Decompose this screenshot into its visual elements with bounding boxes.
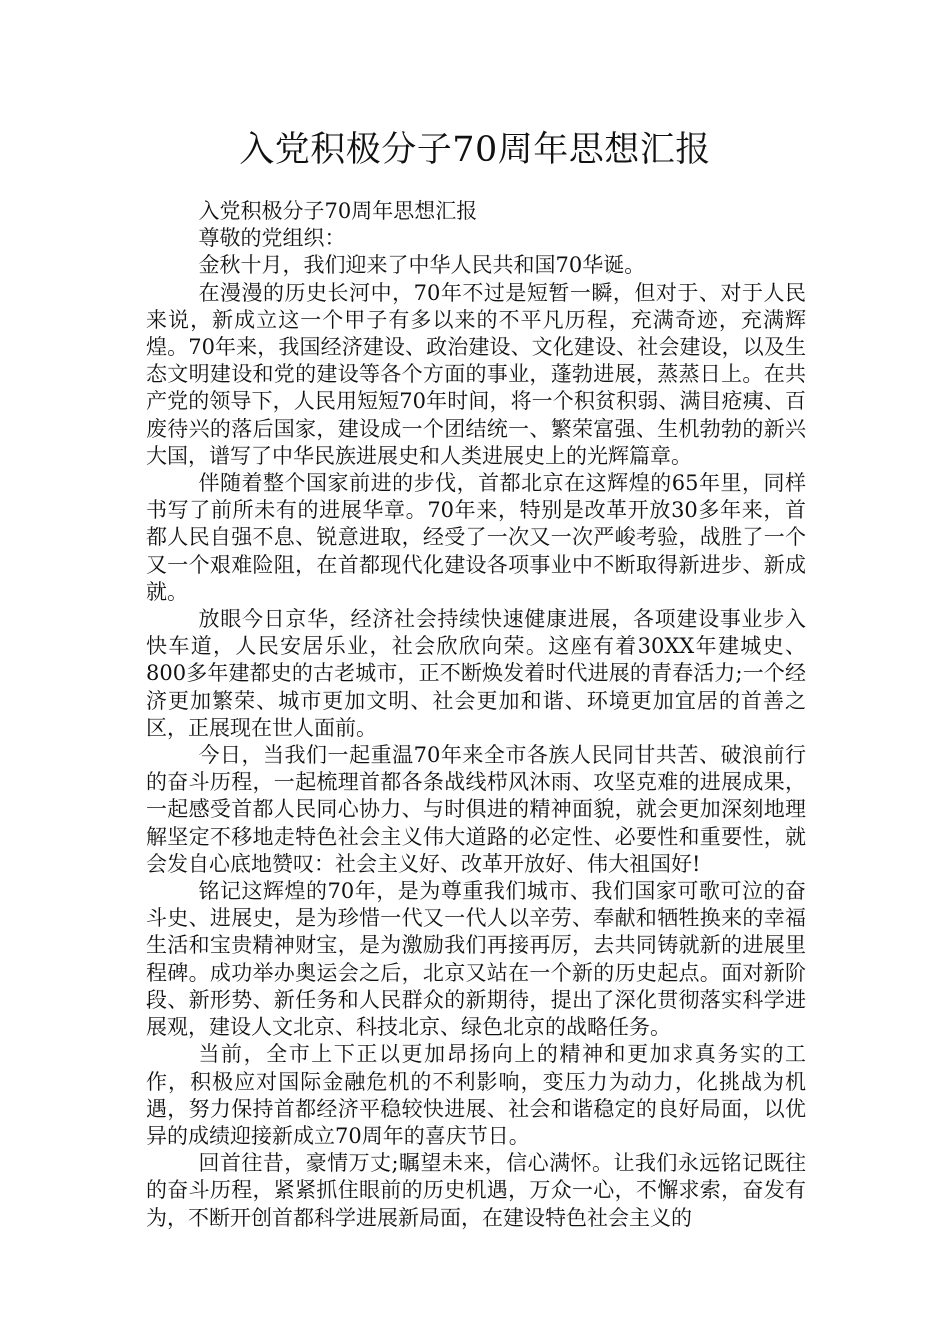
paragraph-heading-repeat: 入党积极分子70周年思想汇报	[198, 199, 478, 223]
paragraph: 在漫漫的历史长河中，70年不过是短暂一瞬，但对于、对于人民来说，新成立这一个甲子有多以来的不平凡历程，充满奇迹，充满辉煌。70年来，我国经济建设、政治建设、文化建设、社会建设，以及生态文明建设和党的建设等各个方面的事业，蓬勃进展，蒸蒸日上。在共产党的领导下，人民用短短70年时间，将一个积贫积弱、满目疮痍、百废待兴的落后国家，建设成一个团结统一、繁荣富强、生机勃勃的新兴大国，谱写了中华民族进展史和人类进展史上的光辉篇章。	[146, 280, 806, 468]
paragraph: 铭记这辉煌的70年，是为尊重我们城市、我们国家可歌可泣的奋斗史、进展史，是为珍惜一代又一代人以辛劳、奉献和牺牲换来的幸福生活和宝贵精神财宝，是为激励我们再接再厉，去共同铸就新的进展里程碑。成功举办奥运会之后，北京又站在一个新的历史起点。面对新阶段、新形势、新任务和人民群众的新期待，提出了深化贯彻落实科学进展观，建设人文北京、科技北京、绿色北京的战略任务。	[146, 879, 806, 1040]
paragraph-salutation: 尊敬的党组织：	[198, 226, 346, 251]
paragraph: 伴随着整个国家前进的步伐，首都北京在这辉煌的65年里，同样书写了前所未有的进展华章。70年来，特别是改革开放30多年来，首都人民自强不息、锐意进取，经受了一次又一次严峻考验，战胜了一个又一个艰难险阻，在首都现代化建设各项事业中不断取得新进步、新成就。	[146, 471, 806, 604]
paragraph: 今日，当我们一起重温70年来全市各族人民同甘共苦、破浪前行的奋斗历程，一起梳理首都各条战线栉风沐雨、攻坚克难的进展成果，一起感受首都人民同心协力、与时俱进的精神面貌，就会更加深刻地理解坚定不移地走特色社会主义伟大道路的必定性、必要性和重要性，就会发自心底地赞叹：社会主义好、改革开放好、伟大祖国好!	[146, 743, 806, 876]
paragraph: 当前，全市上下正以更加昂扬向上的精神和更加求真务实的工作，积极应对国际金融危机的不利影响，变压力为动力，化挑战为机遇，努力保持首都经济平稳较快进展、社会和谐稳定的良好局面，以优异的成绩迎接新成立70周年的喜庆节日。	[146, 1042, 806, 1148]
paragraph: 金秋十月，我们迎来了中华人民共和国70华诞。	[198, 253, 646, 278]
page-title: 入党积极分子70周年思想汇报	[239, 130, 711, 170]
paragraph: 回首往昔，豪情万丈;瞩望未来，信心满怀。让我们永远铭记既往的奋斗历程，紧紧抓住眼前的历史机遇，万众一心，不懈求索，奋发有为，不断开创首都科学进展新局面，在建设特色社会主义的	[146, 1151, 806, 1230]
paragraph: 放眼今日京华，经济社会持续快速健康进展，各项建设事业步入快车道，人民安居乐业，社会欣欣向荣。这座有着30XX年建城史、800多年建都史的古老城市，正不断焕发着时代进展的青春活力;一个经济更加繁荣、城市更加文明、社会更加和谐、环境更加宜居的首善之区，正展现在世人面前。	[146, 607, 806, 740]
document-body	[146, 198, 806, 1232]
